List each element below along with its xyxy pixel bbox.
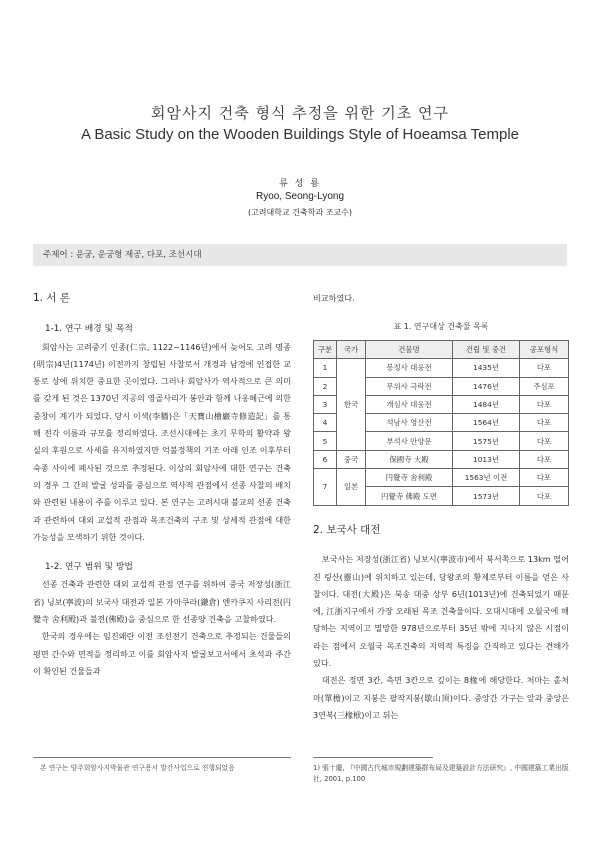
table-cell: 円覺寺 舍利殿 [366,469,453,487]
table-cell: 다포 [520,432,569,450]
reference-footnote: 1) 張十慶, 『中國古代城市規劃建築群布局及建築設計方法研究』, 中國建築工業出版社, 2001, p.100 [313,764,569,783]
section-2-heading: 2. 보국사 대전 [313,524,381,536]
table-cell: 주심포 [520,377,569,395]
table-cell-country: 한국 [337,359,366,450]
subsection-1-2-heading: 1-2. 연구 범위 및 방법 [45,562,133,573]
table-row [314,450,569,468]
footnote-rule-right [313,757,433,758]
table-cell-country: 중국 [337,450,366,468]
paper-title-english: A Basic Study on the Wooden Buildings Style of Hoeamsa Temple [80,126,520,143]
table-header-cell: 공포형식 [520,341,569,359]
keywords-text: 주제어 : 운궁, 운궁형 제공, 다포, 조선시대 [43,250,202,260]
left-column [33,290,291,680]
table-cell: 부석사 안양문 [366,432,453,450]
keywords-box [33,244,567,266]
table-caption: 표 1. 연구대상 건축물 목록 [393,322,489,331]
table-header-cell: 구분 [314,341,337,359]
table-cell: 6 [314,450,337,468]
table-cell: 무위사 극락전 [366,377,453,395]
table-cell: 다포 [520,395,569,413]
table-header-cell: 국가 [337,341,366,359]
paper-title-korean: 회암사지 건축 형식 추정을 위한 기초 연구 [151,104,449,122]
building-list-table [313,340,569,506]
table-cell: 1476년 [453,377,520,395]
paragraph: 한국의 경우에는 임진왜란 이전 조선전기 건축으로 추정되는 건물들의 평면 간수와 면적을 정리하고 이를 회암사지 발굴보고서에서 초석과 주간이 확인된 건물들과 [33,631,291,676]
author-name-english: Ryoo, Seong-Lyong [255,191,345,202]
table-cell: 7 [314,469,337,506]
table-header-row [314,341,569,359]
table-cell: 1564년 [453,414,520,432]
paragraph: 대전은 정면 3칸, 측면 3칸으로 깊이는 8椽에 해당한다. 처마는 홑처마(單檐)이고 지붕은 팔작지붕(歇山頂)이다. 중앙간 가구는 앞과 중앙은 3연복(三椽栿)이고 뒤는 [313,675,569,720]
table-header-cell: 건물명 [366,341,453,359]
paragraph: 선종 건축과 관련한 대외 교섭적 관점 연구를 위하여 중국 저장성(浙江省) 닝보(寧波)의 보국사 대전과 일본 가마쿠라(鎌倉) 엔카쿠지 사리전(円覺寺 舍利殿)과 불전(佛殿)을 중심으로 한 선종양 건축을 고찰하였다. [33,579,291,625]
table-cell: 1563년 이전 [453,469,520,487]
table-cell: 3 [314,395,337,413]
author-name-korean: 류 성 룡 [279,179,321,189]
table-cell: 1 [314,359,337,377]
table-cell: 석남사 영산전 [366,414,453,432]
table-cell-country: 일본 [337,469,366,506]
table-cell: 1484년 [453,395,520,413]
table-cell: 5 [314,432,337,450]
table-row [314,469,569,487]
table-cell: 1575년 [453,432,520,450]
author-affiliation: (고려대학교 건축학과 조교수) [247,208,353,217]
funding-footnote: 본 연구는 양주회암사지박물관 연구용서 발간사업으로 진행되었음 [40,764,235,772]
subsection-1-1-heading: 1-1. 연구 배경 및 목적 [45,324,133,335]
table-cell: 다포 [520,469,569,487]
table-cell: 保國寺 大殿 [366,450,453,468]
table-cell: 2 [314,377,337,395]
paragraph: 회암사는 고려중기 인종(仁宗, 1122~1146년)에서 늦어도 고려 명종(明宗)4년(1174년) 이전까지 창립된 사찰로서 개경과 남경에 인접한 교통로 상에 위치한 중요한 곳이었다. 그러나 회암사가 역사적으로 큰 의미를 갖게 된 것은 1370년 지공의 영골사리가 봉안과 함께 나옹혜근에 의한 중창이 계기가 되었다. 당시 이색(李穡)은「天寶山檜巖寺修造記」를 통해 전각 이름과 규모를 정리하였다. 조선시대에는 초기 무학의 활약과 왕실의 후원으로 사세를 유지하였지만 억불정책의 기조 아래 인조 이후부터 숙종 사이에 폐사된 것으로 추정된다. 이상의 회암사에 대한 연구는 건축의 경우 그 간의 발굴 성과를 중심으로 역사적 관점에서 선종 사찰의 배치와 관련된 내용이 주를 이루고 있다. 본 연구는 고려시대 불교의 선종 건축과 관련하여 대외 교섭적 관점과 목조건축의 구조 및 상세적 관점에 대한 가능성을 모색하기 위한 것이다. [33,341,291,542]
table-cell: 1435년 [453,359,520,377]
section-1-heading: 1. 서 론 [33,292,70,304]
paragraph-continuation: 비교하였다. [313,293,355,303]
table-cell: 1573년 [453,487,520,505]
table-cell: 다포 [520,450,569,468]
table-cell: 円覺寺 佛殿 도면 [366,487,453,505]
paragraph: 보국사는 저장성(浙江省) 닝보시(寧波市)에서 북서쪽으로 13km 떨어진 링산(靈山)에 위치하고 있는데, 당왕조의 황제로부터 이름을 얻은 사찰이다. 대전(大殿)은 북송 대중 상부 6년(1013년)에 건축되었기 때문에, 江浙지구에서 가장 오래된 목조 건축물이다. 오대시대에 오월국에 해당하는 지역이고 멸망한 978년으로부터 35년 밖에 지나지 않은 시점이라는 점에서 오월국 목조건축의 지역적 특징을 간직하고 있다는 견해가 있다. [313,554,569,669]
table-cell: 봉정사 대웅전 [366,359,453,377]
right-column-top [313,290,569,307]
table-cell: 다포 [520,359,569,377]
table-header-cell: 건립 및 중건 [453,341,520,359]
table-cell: 개심사 대웅전 [366,395,453,413]
table-cell: 1013년 [453,450,520,468]
table-cell: 다포 [520,487,569,505]
table-cell: 다포 [520,414,569,432]
footnote-rule-left [33,757,291,758]
table-cell: 4 [314,414,337,432]
table-row [314,359,569,377]
right-column-section-2 [313,522,569,724]
